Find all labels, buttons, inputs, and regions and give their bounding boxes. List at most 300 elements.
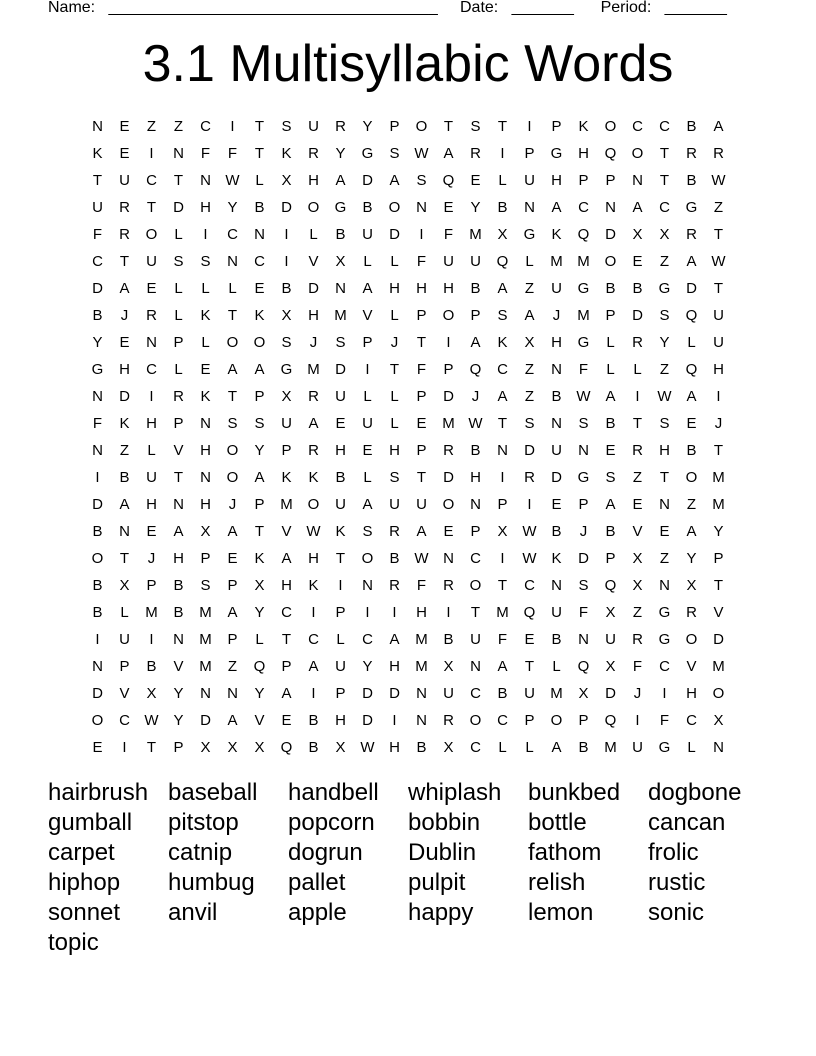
grid-letter[interactable]: N [659, 496, 670, 513]
grid-letter[interactable]: J [579, 523, 588, 540]
grid-letter[interactable]: L [309, 226, 318, 243]
grid-letter[interactable]: X [524, 334, 535, 351]
grid-letter[interactable]: T [470, 604, 481, 621]
grid-letter[interactable]: Y [362, 658, 373, 675]
grid-letter[interactable]: T [119, 550, 130, 567]
grid-letter[interactable]: B [551, 388, 562, 405]
grid-letter[interactable]: O [550, 712, 563, 729]
grid-letter[interactable]: T [146, 199, 157, 216]
grid-letter[interactable]: K [335, 523, 346, 540]
grid-letter[interactable]: R [443, 712, 454, 729]
grid-letter[interactable]: Q [496, 253, 509, 270]
grid-letter[interactable]: L [498, 172, 507, 189]
grid-letter[interactable]: P [200, 550, 211, 567]
grid-letter[interactable]: W [657, 388, 672, 405]
grid-letter[interactable]: O [469, 712, 482, 729]
grid-letter[interactable]: N [92, 118, 103, 135]
grid-letter[interactable]: X [281, 388, 292, 405]
grid-letter[interactable]: X [713, 712, 724, 729]
grid-letter[interactable]: T [254, 118, 265, 135]
grid-letter[interactable]: F [497, 631, 508, 648]
grid-letter[interactable]: V [308, 253, 319, 270]
grid-letter[interactable]: D [632, 307, 643, 324]
grid-letter[interactable]: D [362, 685, 373, 702]
grid-letter[interactable]: V [173, 658, 184, 675]
grid-letter[interactable]: Y [659, 334, 670, 351]
grid-letter[interactable]: B [686, 118, 697, 135]
grid-letter[interactable]: G [361, 145, 374, 162]
grid-letter[interactable]: S [281, 118, 292, 135]
grid-letter[interactable]: M [577, 253, 590, 270]
grid-letter[interactable]: C [92, 253, 103, 270]
grid-letter[interactable]: B [578, 739, 589, 756]
grid-letter[interactable]: L [255, 631, 264, 648]
grid-letter[interactable]: A [227, 361, 238, 378]
grid-letter[interactable]: B [335, 469, 346, 486]
grid-letter[interactable]: E [119, 118, 130, 135]
grid-letter[interactable]: K [281, 469, 292, 486]
grid-letter[interactable]: F [416, 577, 427, 594]
grid-letter[interactable]: K [497, 334, 508, 351]
grid-letter[interactable]: T [713, 226, 724, 243]
grid-letter[interactable]: Q [604, 712, 617, 729]
grid-letter[interactable]: B [605, 415, 616, 432]
grid-letter[interactable]: P [605, 172, 616, 189]
grid-letter[interactable]: P [173, 415, 184, 432]
grid-letter[interactable]: H [389, 739, 400, 756]
grid-letter[interactable]: U [632, 739, 643, 756]
grid-letter[interactable]: G [685, 199, 698, 216]
name-blank[interactable]: _____________________________________ [108, 0, 438, 16]
grid-letter[interactable]: P [416, 388, 427, 405]
grid-letter[interactable]: M [199, 604, 212, 621]
grid-letter[interactable]: I [500, 550, 505, 567]
grid-letter[interactable]: E [119, 145, 130, 162]
grid-letter[interactable]: L [336, 631, 345, 648]
grid-letter[interactable]: B [443, 631, 454, 648]
grid-letter[interactable]: T [659, 172, 670, 189]
grid-letter[interactable]: X [200, 739, 211, 756]
grid-letter[interactable]: N [200, 469, 211, 486]
grid-letter[interactable]: C [254, 253, 265, 270]
grid-letter[interactable]: U [119, 172, 130, 189]
grid-letter[interactable]: U [605, 631, 616, 648]
grid-letter[interactable]: O [712, 685, 725, 702]
grid-letter[interactable]: S [281, 334, 292, 351]
grid-letter[interactable]: O [226, 469, 239, 486]
grid-letter[interactable]: J [147, 550, 156, 567]
grid-letter[interactable]: N [470, 496, 481, 513]
grid-letter[interactable]: D [551, 469, 562, 486]
grid-letter[interactable]: F [227, 145, 238, 162]
grid-letter[interactable]: L [525, 739, 534, 756]
grid-letter[interactable]: B [92, 307, 103, 324]
grid-letter[interactable]: K [119, 415, 130, 432]
grid-letter[interactable]: L [201, 280, 210, 297]
grid-letter[interactable]: U [119, 631, 130, 648]
grid-letter[interactable]: E [146, 523, 157, 540]
grid-letter[interactable]: Y [686, 550, 697, 567]
grid-letter[interactable]: Q [253, 658, 266, 675]
grid-letter[interactable]: R [335, 118, 346, 135]
grid-letter[interactable]: E [605, 442, 616, 459]
grid-letter[interactable]: P [281, 658, 292, 675]
grid-letter[interactable]: N [416, 685, 427, 702]
grid-letter[interactable]: D [119, 388, 130, 405]
grid-letter[interactable]: E [443, 199, 454, 216]
grid-letter[interactable]: L [687, 334, 696, 351]
grid-letter[interactable]: Q [577, 658, 590, 675]
grid-letter[interactable]: B [416, 739, 427, 756]
grid-letter[interactable]: C [524, 577, 535, 594]
grid-letter[interactable]: I [500, 469, 505, 486]
grid-letter[interactable]: H [200, 199, 211, 216]
grid-letter[interactable]: M [712, 469, 725, 486]
grid-letter[interactable]: S [227, 415, 238, 432]
grid-letter[interactable]: S [416, 172, 427, 189]
grid-letter[interactable]: L [525, 253, 534, 270]
grid-letter[interactable]: L [552, 658, 561, 675]
grid-letter[interactable]: E [416, 415, 427, 432]
grid-letter[interactable]: U [335, 496, 346, 513]
grid-letter[interactable]: L [174, 361, 183, 378]
grid-letter[interactable]: T [416, 469, 427, 486]
grid-letter[interactable]: A [227, 604, 238, 621]
grid-letter[interactable]: B [92, 577, 103, 594]
grid-letter[interactable]: T [659, 145, 670, 162]
grid-letter[interactable]: L [120, 604, 129, 621]
grid-letter[interactable]: I [716, 388, 721, 405]
grid-letter[interactable]: M [199, 631, 212, 648]
grid-letter[interactable]: B [92, 523, 103, 540]
grid-letter[interactable]: M [199, 658, 212, 675]
grid-letter[interactable]: E [335, 415, 346, 432]
grid-letter[interactable]: M [145, 604, 158, 621]
grid-letter[interactable]: X [443, 739, 454, 756]
grid-letter[interactable]: Y [254, 442, 265, 459]
grid-letter[interactable]: Z [659, 253, 670, 270]
grid-letter[interactable]: H [308, 307, 319, 324]
grid-letter[interactable]: Z [632, 604, 643, 621]
grid-letter[interactable]: S [659, 415, 670, 432]
grid-letter[interactable]: B [470, 442, 481, 459]
grid-letter[interactable]: N [92, 388, 103, 405]
grid-letter[interactable]: V [173, 442, 184, 459]
grid-letter[interactable]: N [713, 739, 724, 756]
grid-letter[interactable]: F [92, 226, 103, 243]
grid-letter[interactable]: G [280, 361, 293, 378]
grid-letter[interactable]: O [307, 199, 320, 216]
grid-letter[interactable]: R [308, 145, 319, 162]
grid-letter[interactable]: T [254, 523, 265, 540]
grid-letter[interactable]: N [578, 631, 589, 648]
grid-letter[interactable]: P [227, 577, 238, 594]
grid-letter[interactable]: H [578, 145, 589, 162]
grid-letter[interactable]: M [415, 658, 428, 675]
grid-letter[interactable]: P [389, 118, 400, 135]
grid-letter[interactable]: L [606, 334, 615, 351]
grid-letter[interactable]: Y [173, 685, 184, 702]
grid-letter[interactable]: T [335, 550, 346, 567]
grid-letter[interactable]: Y [254, 604, 265, 621]
grid-letter[interactable]: G [658, 739, 671, 756]
grid-letter[interactable]: E [146, 280, 157, 297]
grid-letter[interactable]: M [550, 685, 563, 702]
grid-letter[interactable]: Q [523, 604, 536, 621]
grid-letter[interactable]: A [227, 712, 238, 729]
grid-letter[interactable]: Q [604, 577, 617, 594]
grid-letter[interactable]: N [362, 577, 373, 594]
grid-letter[interactable]: B [389, 550, 400, 567]
grid-letter[interactable]: M [334, 307, 347, 324]
grid-letter[interactable]: D [92, 280, 103, 297]
grid-letter[interactable]: H [713, 361, 724, 378]
grid-letter[interactable]: H [551, 334, 562, 351]
grid-letter[interactable]: E [200, 361, 211, 378]
grid-letter[interactable]: B [362, 199, 373, 216]
grid-letter[interactable]: J [309, 334, 318, 351]
grid-letter[interactable]: N [173, 145, 184, 162]
grid-letter[interactable]: C [659, 118, 670, 135]
grid-letter[interactable]: N [551, 415, 562, 432]
grid-letter[interactable]: H [335, 442, 346, 459]
grid-letter[interactable]: O [91, 712, 104, 729]
grid-letter[interactable]: L [390, 415, 399, 432]
grid-letter[interactable]: I [149, 388, 154, 405]
grid-letter[interactable]: D [362, 172, 373, 189]
grid-letter[interactable]: B [281, 280, 292, 297]
grid-letter[interactable]: C [227, 226, 238, 243]
grid-letter[interactable]: A [497, 658, 508, 675]
grid-letter[interactable]: W [468, 415, 483, 432]
grid-letter[interactable]: P [605, 550, 616, 567]
grid-letter[interactable]: H [146, 415, 157, 432]
grid-letter[interactable]: S [200, 577, 211, 594]
grid-letter[interactable]: U [443, 253, 454, 270]
grid-letter[interactable]: C [686, 712, 697, 729]
grid-letter[interactable]: A [335, 172, 346, 189]
grid-letter[interactable]: E [119, 334, 130, 351]
grid-letter[interactable]: W [414, 550, 429, 567]
grid-letter[interactable]: Z [632, 469, 643, 486]
grid-letter[interactable]: G [550, 145, 563, 162]
grid-letter[interactable]: U [362, 415, 373, 432]
grid-letter[interactable]: T [497, 415, 508, 432]
grid-letter[interactable]: S [659, 307, 670, 324]
grid-letter[interactable]: H [443, 280, 454, 297]
grid-letter[interactable]: H [200, 496, 211, 513]
grid-letter[interactable]: T [227, 388, 238, 405]
grid-letter[interactable]: A [254, 361, 265, 378]
grid-letter[interactable]: B [497, 685, 508, 702]
grid-letter[interactable]: I [122, 739, 127, 756]
grid-letter[interactable]: O [91, 550, 104, 567]
grid-letter[interactable]: M [307, 361, 320, 378]
grid-letter[interactable]: K [281, 145, 292, 162]
grid-letter[interactable]: U [146, 253, 157, 270]
grid-letter[interactable]: B [335, 226, 346, 243]
grid-letter[interactable]: O [442, 307, 455, 324]
grid-letter[interactable]: K [551, 550, 562, 567]
grid-letter[interactable]: U [713, 307, 724, 324]
grid-letter[interactable]: P [578, 712, 589, 729]
grid-letter[interactable]: T [227, 307, 238, 324]
grid-letter[interactable]: G [334, 199, 347, 216]
grid-letter[interactable]: C [470, 739, 481, 756]
grid-letter[interactable]: U [146, 469, 157, 486]
grid-letter[interactable]: I [365, 361, 370, 378]
grid-letter[interactable]: X [254, 739, 265, 756]
grid-letter[interactable]: I [446, 334, 451, 351]
grid-letter[interactable]: K [254, 550, 265, 567]
grid-letter[interactable]: H [173, 550, 184, 567]
grid-letter[interactable]: B [173, 577, 184, 594]
grid-letter[interactable]: P [713, 550, 724, 567]
grid-letter[interactable]: A [524, 307, 535, 324]
grid-letter[interactable]: H [659, 442, 670, 459]
grid-letter[interactable]: S [524, 415, 535, 432]
grid-letter[interactable]: H [119, 361, 130, 378]
grid-letter[interactable]: B [605, 280, 616, 297]
grid-letter[interactable]: X [227, 739, 238, 756]
grid-letter[interactable]: U [524, 172, 535, 189]
grid-letter[interactable]: Q [685, 307, 698, 324]
grid-letter[interactable]: L [174, 307, 183, 324]
grid-letter[interactable]: C [470, 685, 481, 702]
grid-letter[interactable]: V [632, 523, 643, 540]
grid-letter[interactable]: N [578, 442, 589, 459]
grid-letter[interactable]: U [551, 604, 562, 621]
grid-letter[interactable]: B [254, 199, 265, 216]
grid-letter[interactable]: W [711, 253, 726, 270]
grid-letter[interactable]: T [389, 361, 400, 378]
grid-letter[interactable]: A [605, 388, 616, 405]
grid-letter[interactable]: Z [173, 118, 184, 135]
grid-letter[interactable]: U [389, 496, 400, 513]
grid-letter[interactable]: C [119, 712, 130, 729]
grid-letter[interactable]: B [551, 631, 562, 648]
grid-letter[interactable]: L [174, 226, 183, 243]
grid-letter[interactable]: A [416, 523, 427, 540]
word-search-grid[interactable] [84, 113, 732, 761]
grid-letter[interactable]: Z [146, 118, 157, 135]
date-blank[interactable]: _______ [511, 0, 574, 16]
grid-letter[interactable]: P [416, 307, 427, 324]
grid-letter[interactable]: D [92, 685, 103, 702]
grid-letter[interactable]: D [524, 442, 535, 459]
grid-letter[interactable]: A [227, 523, 238, 540]
grid-letter[interactable]: T [713, 577, 724, 594]
grid-letter[interactable]: C [470, 550, 481, 567]
grid-letter[interactable]: A [173, 523, 184, 540]
grid-letter[interactable]: R [389, 523, 400, 540]
grid-letter[interactable]: I [284, 253, 289, 270]
grid-letter[interactable]: A [686, 253, 697, 270]
grid-letter[interactable]: P [173, 739, 184, 756]
grid-letter[interactable]: I [662, 685, 667, 702]
grid-letter[interactable]: R [686, 604, 697, 621]
grid-letter[interactable]: T [173, 172, 184, 189]
grid-letter[interactable]: P [119, 658, 130, 675]
grid-letter[interactable]: Y [227, 199, 238, 216]
grid-letter[interactable]: I [419, 226, 424, 243]
grid-letter[interactable]: O [469, 577, 482, 594]
grid-letter[interactable]: R [389, 577, 400, 594]
grid-letter[interactable]: Z [524, 280, 535, 297]
grid-letter[interactable]: X [605, 604, 616, 621]
grid-letter[interactable]: P [335, 604, 346, 621]
grid-letter[interactable]: N [335, 280, 346, 297]
grid-letter[interactable]: H [686, 685, 697, 702]
grid-letter[interactable]: I [527, 496, 532, 513]
grid-letter[interactable]: M [550, 253, 563, 270]
grid-letter[interactable]: S [497, 307, 508, 324]
grid-letter[interactable]: Z [227, 658, 238, 675]
grid-letter[interactable]: M [415, 631, 428, 648]
grid-letter[interactable]: J [471, 388, 480, 405]
grid-letter[interactable]: V [254, 712, 265, 729]
grid-letter[interactable]: N [551, 361, 562, 378]
grid-letter[interactable]: K [308, 469, 319, 486]
grid-letter[interactable]: T [92, 172, 103, 189]
grid-letter[interactable]: D [605, 685, 616, 702]
grid-letter[interactable]: J [552, 307, 561, 324]
grid-letter[interactable]: L [633, 361, 642, 378]
grid-letter[interactable]: M [469, 226, 482, 243]
grid-letter[interactable]: L [147, 442, 156, 459]
grid-letter[interactable]: N [92, 658, 103, 675]
grid-letter[interactable]: A [362, 280, 373, 297]
grid-letter[interactable]: E [686, 415, 697, 432]
grid-letter[interactable]: A [713, 118, 724, 135]
grid-letter[interactable]: R [443, 577, 454, 594]
grid-letter[interactable]: I [338, 577, 343, 594]
grid-letter[interactable]: R [308, 388, 319, 405]
grid-letter[interactable]: I [149, 145, 154, 162]
grid-letter[interactable]: M [604, 739, 617, 756]
grid-letter[interactable]: B [686, 172, 697, 189]
grid-letter[interactable]: N [200, 172, 211, 189]
grid-letter[interactable]: Z [659, 550, 670, 567]
grid-letter[interactable]: B [146, 658, 157, 675]
grid-letter[interactable]: U [335, 658, 346, 675]
grid-letter[interactable]: A [389, 631, 400, 648]
grid-letter[interactable]: T [119, 253, 130, 270]
grid-letter[interactable]: O [685, 631, 698, 648]
grid-letter[interactable]: G [91, 361, 104, 378]
grid-letter[interactable]: H [470, 469, 481, 486]
grid-letter[interactable]: A [497, 388, 508, 405]
grid-letter[interactable]: B [308, 712, 319, 729]
grid-letter[interactable]: O [415, 118, 428, 135]
grid-letter[interactable]: U [470, 631, 481, 648]
grid-letter[interactable]: N [659, 577, 670, 594]
grid-letter[interactable]: F [416, 361, 427, 378]
grid-letter[interactable]: A [686, 523, 697, 540]
grid-letter[interactable]: X [281, 307, 292, 324]
grid-letter[interactable]: S [389, 145, 400, 162]
grid-letter[interactable]: P [578, 172, 589, 189]
grid-letter[interactable]: N [443, 550, 454, 567]
grid-letter[interactable]: O [226, 442, 239, 459]
grid-letter[interactable]: T [146, 739, 157, 756]
grid-letter[interactable]: I [446, 604, 451, 621]
grid-letter[interactable]: I [95, 631, 100, 648]
grid-letter[interactable]: Z [686, 496, 697, 513]
grid-letter[interactable]: R [632, 334, 643, 351]
grid-letter[interactable]: H [389, 442, 400, 459]
grid-letter[interactable]: X [686, 577, 697, 594]
